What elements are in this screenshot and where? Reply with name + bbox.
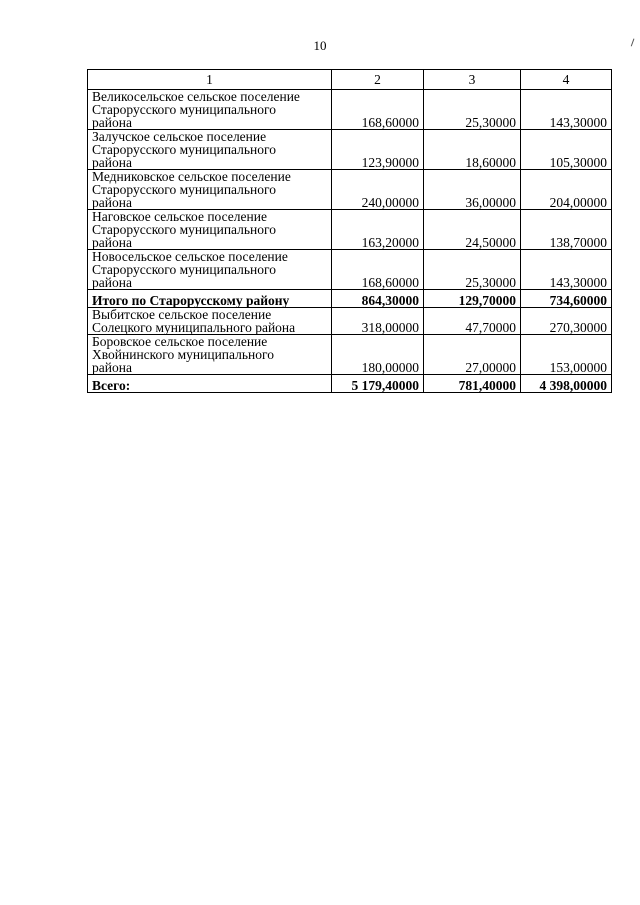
value-col2: 163,20000	[332, 210, 424, 250]
value-col4: 143,30000	[521, 90, 612, 130]
value-col3: 18,60000	[424, 130, 521, 170]
value-col2: 240,00000	[332, 170, 424, 210]
value-col3: 25,30000	[424, 250, 521, 290]
value-col3: 25,30000	[424, 90, 521, 130]
value-col4: 143,30000	[521, 250, 612, 290]
value-col4: 270,30000	[521, 308, 612, 335]
total-col2: 5 179,40000	[332, 375, 424, 393]
total-label: Всего:	[88, 375, 332, 393]
settlement-name: Наговское сельское поселение Старорусского муниципального района	[88, 210, 332, 250]
column-header: 4	[521, 70, 612, 90]
table-row	[88, 308, 612, 335]
subtotal-row	[88, 290, 612, 308]
value-col3: 36,00000	[424, 170, 521, 210]
page-number: 10	[313, 38, 327, 53]
value-col3: 27,00000	[424, 335, 521, 375]
value-col2: 180,00000	[332, 335, 424, 375]
table-row	[88, 335, 612, 375]
settlement-name: Медниковское сельское поселение Старорусского муниципального района	[88, 170, 332, 210]
table-row	[88, 170, 612, 210]
settlement-name: Новосельское сельское поселение Старорусского муниципального района	[88, 250, 332, 290]
settlement-name: Великосельское сельское поселение Старорусского муниципального района	[88, 90, 332, 130]
value-col3: 47,70000	[424, 308, 521, 335]
value-col4: 105,30000	[521, 130, 612, 170]
subtotal-label: Итого по Старорусскому району	[88, 290, 332, 308]
grand-total-row	[88, 375, 612, 393]
column-header: 1	[88, 70, 332, 90]
header-row	[88, 70, 612, 90]
value-col2: 168,60000	[332, 250, 424, 290]
settlement-name: Залучское сельское поселение Старорусского муниципального района	[88, 130, 332, 170]
value-col4: 153,00000	[521, 335, 612, 375]
table-row	[88, 210, 612, 250]
table-row	[88, 250, 612, 290]
column-header: 3	[424, 70, 521, 90]
settlement-name: Боровское сельское поселение Хвойнинского муниципального района	[88, 335, 332, 375]
value-col4: 138,70000	[521, 210, 612, 250]
value-col2: 168,60000	[332, 90, 424, 130]
value-col2: 318,00000	[332, 308, 424, 335]
budget-table	[87, 69, 612, 393]
settlement-name: Выбитское сельское поселение Солецкого муниципального района	[88, 308, 332, 335]
value-col4: 204,00000	[521, 170, 612, 210]
total-col3: 781,40000	[424, 375, 521, 393]
column-header: 2	[332, 70, 424, 90]
total-col4: 4 398,00000	[521, 375, 612, 393]
subtotal-col3: 129,70000	[424, 290, 521, 308]
value-col3: 24,50000	[424, 210, 521, 250]
value-col2: 123,90000	[332, 130, 424, 170]
table-row	[88, 130, 612, 170]
subtotal-col2: 864,30000	[332, 290, 424, 308]
subtotal-col4: 734,60000	[521, 290, 612, 308]
table-row	[88, 90, 612, 130]
